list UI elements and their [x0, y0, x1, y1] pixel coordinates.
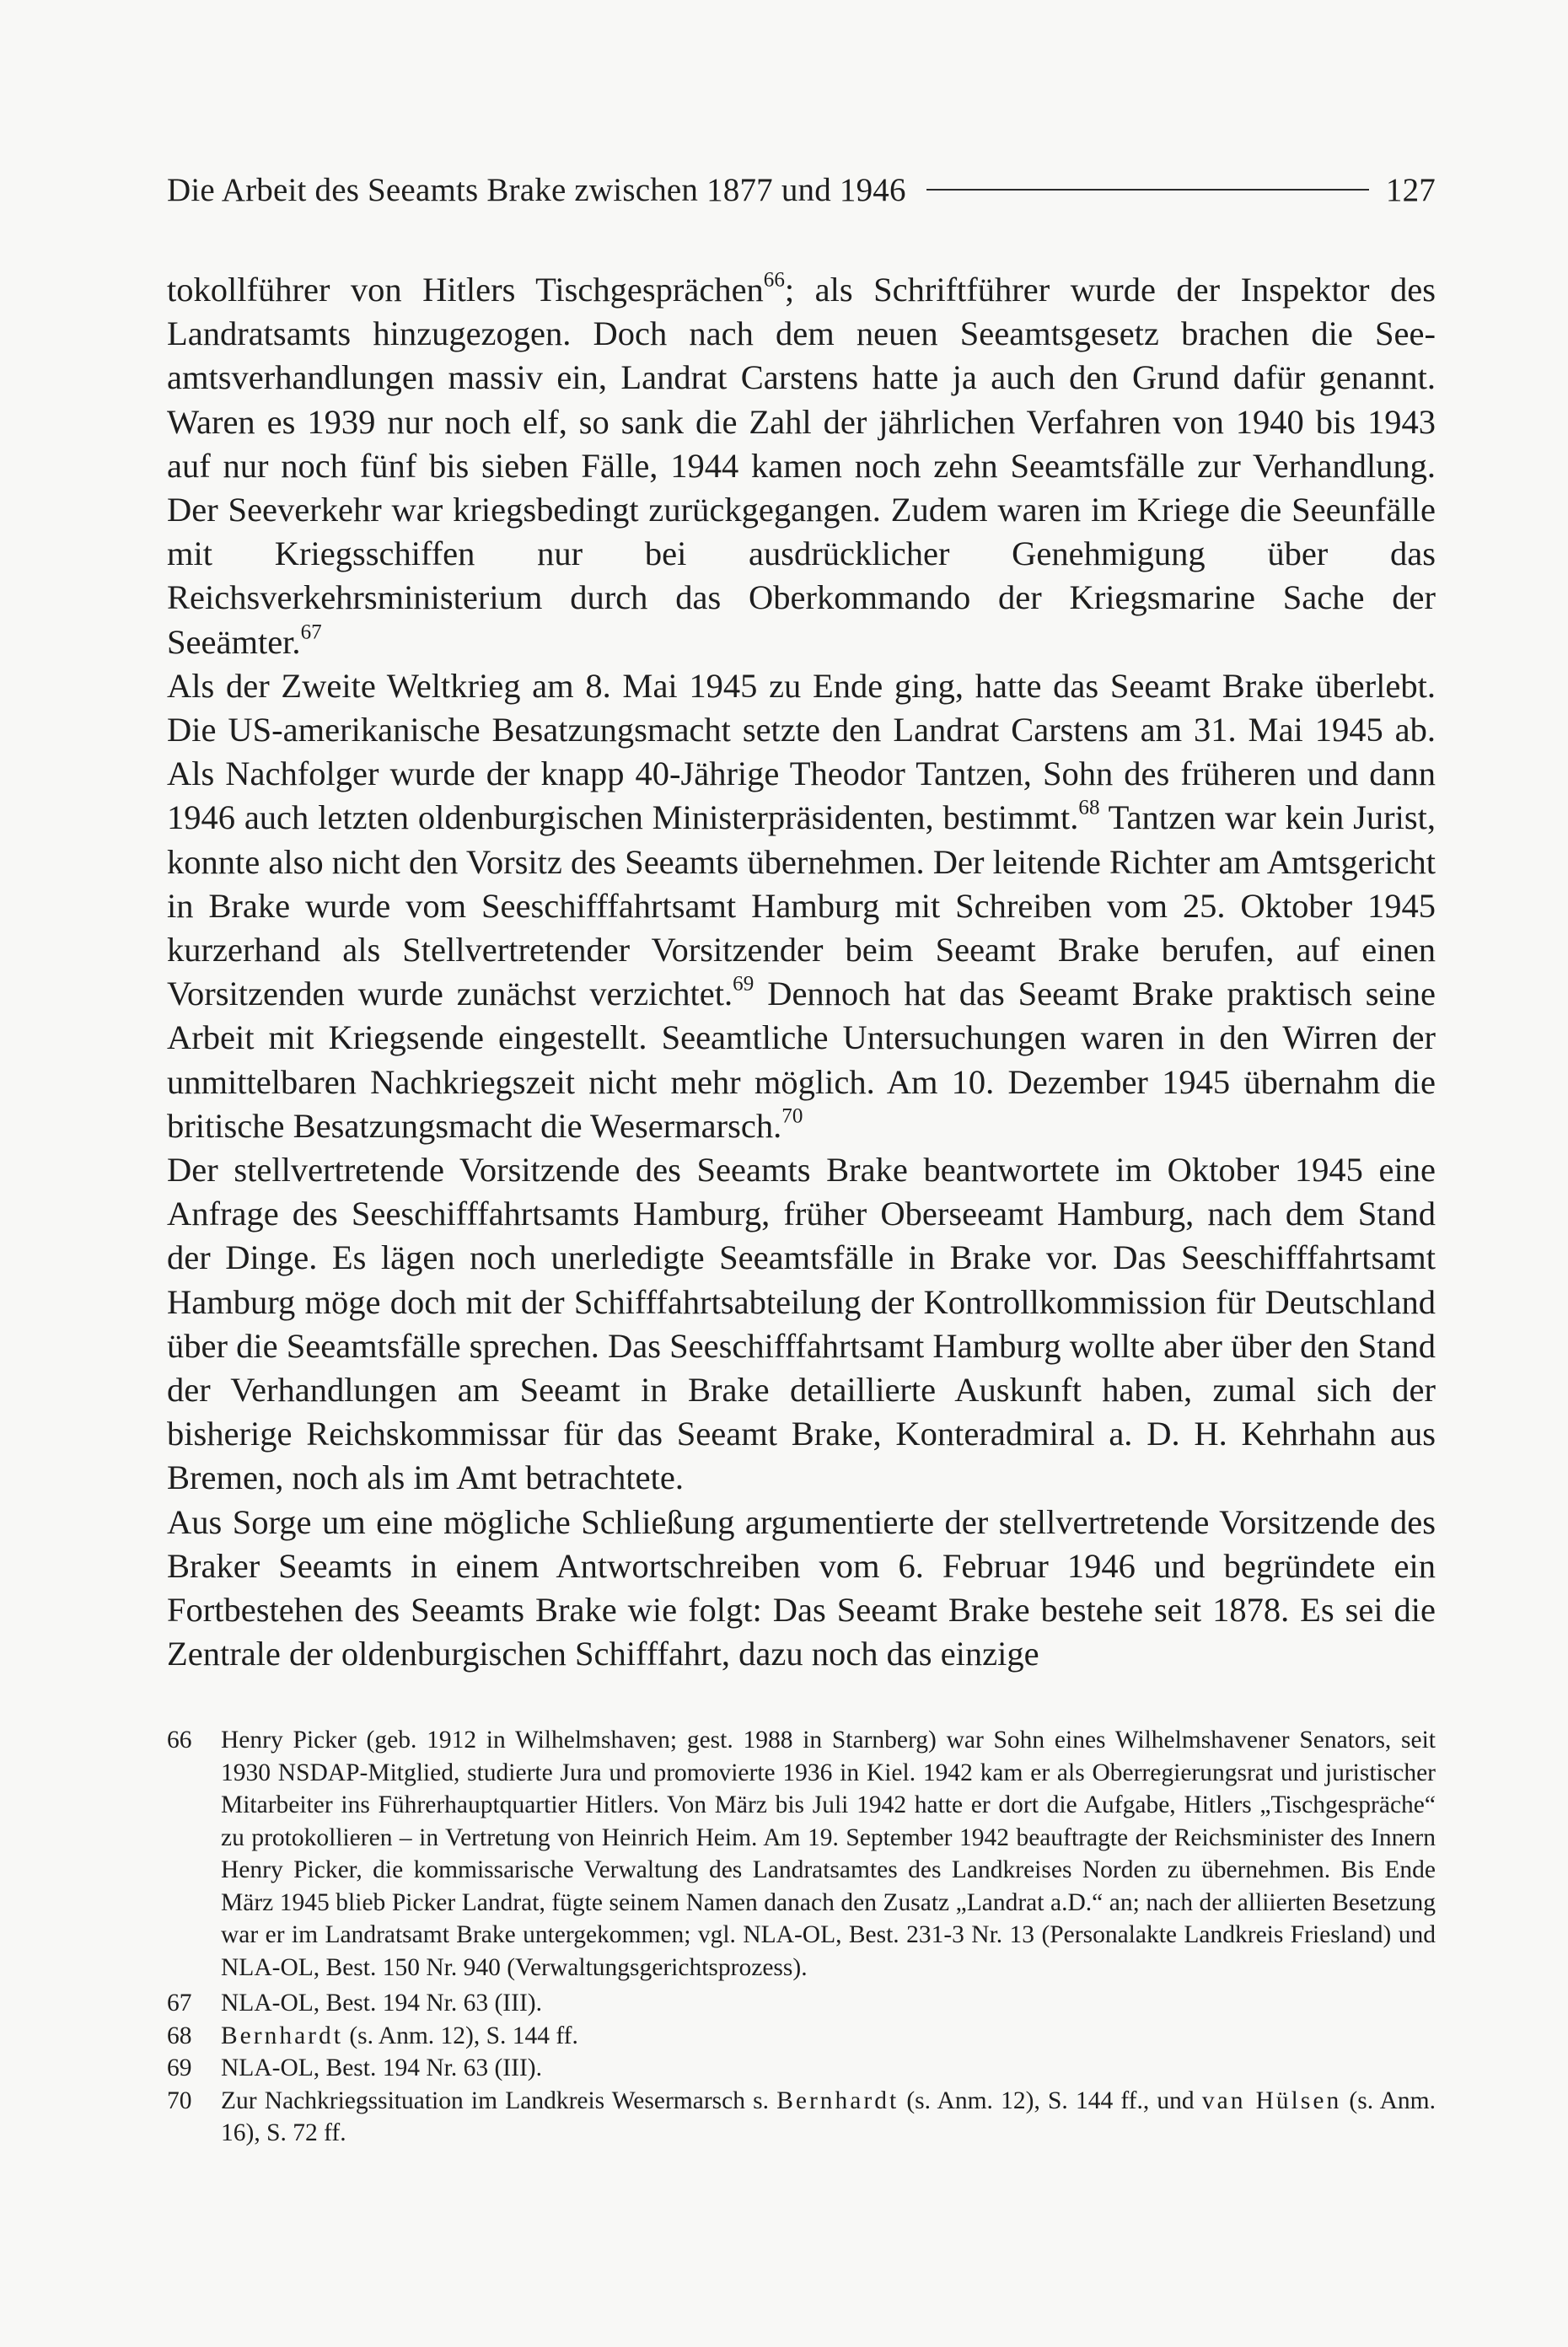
- page-number: 127: [1385, 171, 1436, 208]
- author-name: Bernhardt: [776, 2087, 899, 2114]
- text-run: (s. Anm. 12), S. 144 ff.: [342, 2022, 578, 2049]
- footnote-text: [221, 2085, 1436, 2150]
- footnote-ref: 69: [733, 972, 754, 996]
- text-run: Aus Sorge um eine mögliche Schließung argumentierte der stellvertretende Vorsitzende des Braker Seeamts in einem Antwortschreiben vom 6. Februar 1946 und begründete ein Fortbestehen des Seeamts Brake wie folgt: Das Seeamt Brake bestehe seit 1878. Es sei die Zentrale der oldenburgischen Schifffahrt, dazu noch das einzige: [167, 1502, 1436, 1673]
- running-title: Die Arbeit des Seeamts Brake zwischen 1877 und 1946: [167, 171, 906, 208]
- footnote-ref: 70: [781, 1104, 803, 1128]
- author-name: van Hülsen: [1201, 2087, 1342, 2114]
- paragraph: [167, 1148, 1436, 1501]
- footnote-ref: 66: [763, 268, 785, 292]
- text-run: Dennoch hat das Seeamt Brake praktisch seine Arbeit mit Kriegsende eingestellt. Seeamtliche Untersuchungen waren in den Wirren der unmittelbaren Nachkriegszeit nicht mehr möglich. Am 10. Dezember 1945 übernahm die britische Besatzungsmacht die Wesermarsch.: [167, 975, 1436, 1145]
- footnote-text: [221, 2052, 1436, 2085]
- text-run: NLA-OL, Best. 194 Nr. 63 (III).: [221, 2054, 542, 2081]
- footnote-number: 67: [167, 1990, 192, 2017]
- footnote: [167, 2020, 1436, 2053]
- footnote: [167, 2052, 1436, 2085]
- text-run: NLA-OL, Best. 194 Nr. 63 (III).: [221, 1990, 542, 2017]
- text-run: ; als Schriftführer wurde der Inspektor des Landratsamts hinzugezogen. Doch nach dem neuen Seeamtsgesetz brachen die Seeamtsverhandlungen massiv ein, Landrat Carstens hatte ja auch den Grund dafür genannt. Waren es 1939 nur noch elf, so sank die Zahl der jährlichen Verfahren von 1940 bis 1943 auf nur noch fünf bis sieben Fälle, 1944 kamen noch zehn Seeamtsfälle zur Verhandlung. Der Seeverkehr war kriegsbedingt zurückgegangen. Zudem waren im Kriege die Seeunfälle mit Kriegsschiffen nur bei ausdrücklicher Genehmigung über das Reichsverkehrsministerium durch das Oberkommando der Kriegsmarine Sache der Seeämter.: [167, 271, 1436, 661]
- footnote-ref: 67: [300, 620, 322, 644]
- footnote-number: 66: [167, 1727, 192, 1754]
- footnote: [167, 2085, 1436, 2150]
- footnote-number: 68: [167, 2022, 192, 2049]
- footnote-text: [221, 2020, 1436, 2053]
- footnote: [167, 1724, 1436, 1984]
- text-run: (s. Anm. 16), S. 72 ff.: [221, 2087, 1436, 2146]
- footnote-text: [221, 1987, 1436, 2020]
- text-run: Henry Picker (geb. 1912 in Wilhelmshaven; gest. 1988 in Starnberg) war Sohn eines Wilhelmshavener Senators, seit 1930 NSDAP-Mitglied, studierte Jura und promovierte 1936 in Kiel. 1942 kam er als Oberregierungsrat und juristischer Mitarbeiter ins Führerhauptquartier Hitlers. Von März bis Juli 1942 hatte er dort die Aufgabe, Hitlers „Tischgespräche“ zu protokollieren – in Vertretung von Heinrich Heim. Am 19. September 1942 beauftragte der Reichsminister des Innern Henry Picker, die kommissarische Verwaltung des Landratsamtes des Landkreises Norden zu übernehmen. Bis Ende März 1945 blieb Picker Landrat, fügte seinem Namen danach den Zusatz „Landrat a.D.“ an; nach der alliierten Besetzung war er im Landratsamt Brake untergekommen; vgl. NLA-OL, Best. 231-3 Nr. 13 (Personalakte Landkreis Friesland) und NLA-OL, Best. 150 Nr. 940 (Verwaltungsgerichtsprozess).: [221, 1727, 1436, 1981]
- text-run: tokollführer von Hitlers Tischgesprächen: [167, 271, 764, 309]
- footnote: [167, 1987, 1436, 2020]
- paragraph: [167, 268, 1436, 664]
- text-run: Als der Zweite Weltkrieg am 8. Mai 1945 zu Ende ging, hatte das Seeamt Brake überlebt. Die US-amerikanische Besatzungsmacht setzte den Landrat Carstens am 31. Mai 1945 ab. Als Nachfolger wurde der knapp 40-Jährige Theodor Tantzen, Sohn des früheren und dann 1946 auch letzten oldenburgischen Ministerpräsidenten, bestimmt.: [167, 666, 1436, 837]
- header-rule: [926, 189, 1369, 191]
- author-name: Bernhardt: [221, 2022, 343, 2049]
- text-run: Tantzen war kein Jurist, konnte also nicht den Vorsitz des Seeamts übernehmen. Der leitende Richter am Amtsgericht in Brake wurde vom Seeschifffahrtsamt Hamburg mit Schreiben vom 25. Oktober 1945 kurzerhand als Stellvertretender Vorsitzender beim Seeamt Brake berufen, auf einen Vorsitzenden wurde zunächst verzichtet.: [167, 798, 1436, 1013]
- running-header: [167, 165, 1436, 214]
- text-run: Zur Nachkriegssituation im Landkreis Wesermarsch s.: [221, 2087, 777, 2114]
- footnote-number: 69: [167, 2054, 192, 2081]
- footnotes: [167, 1724, 1436, 2150]
- text-run: Der stellvertretende Vorsitzende des Seeamts Brake beantwortete im Oktober 1945 eine Anfrage des Seeschifffahrtsamts Hamburg, früher Oberseeamt Hamburg, nach dem Stand der Dinge. Es lägen noch unerledigte Seeamtsfälle in Brake vor. Das Seeschifffahrtsamt Hamburg möge doch mit der Schifffahrtsabteilung der Kontrollkommission für Deutschland über die Seeamtsfälle sprechen. Das Seeschifffahrtsamt Hamburg wollte aber über den Stand der Verhandlungen am Seeamt in Brake detaillierte Auskunft haben, zumal sich der bisherige Reichskommissar für das Seeamt Brake, Konteradmiral a. D. H. Kehrhahn aus Bremen, noch als im Amt betrachtete.: [167, 1151, 1436, 1497]
- paragraph: [167, 1501, 1436, 1677]
- footnote-number: 70: [167, 2087, 192, 2114]
- footnote-text: [221, 1724, 1436, 1984]
- text-run: (s. Anm. 12), S. 144 ff., und: [899, 2087, 1202, 2114]
- body-text: [167, 268, 1436, 1677]
- paragraph: [167, 664, 1436, 1148]
- footnote-ref: 68: [1078, 796, 1100, 819]
